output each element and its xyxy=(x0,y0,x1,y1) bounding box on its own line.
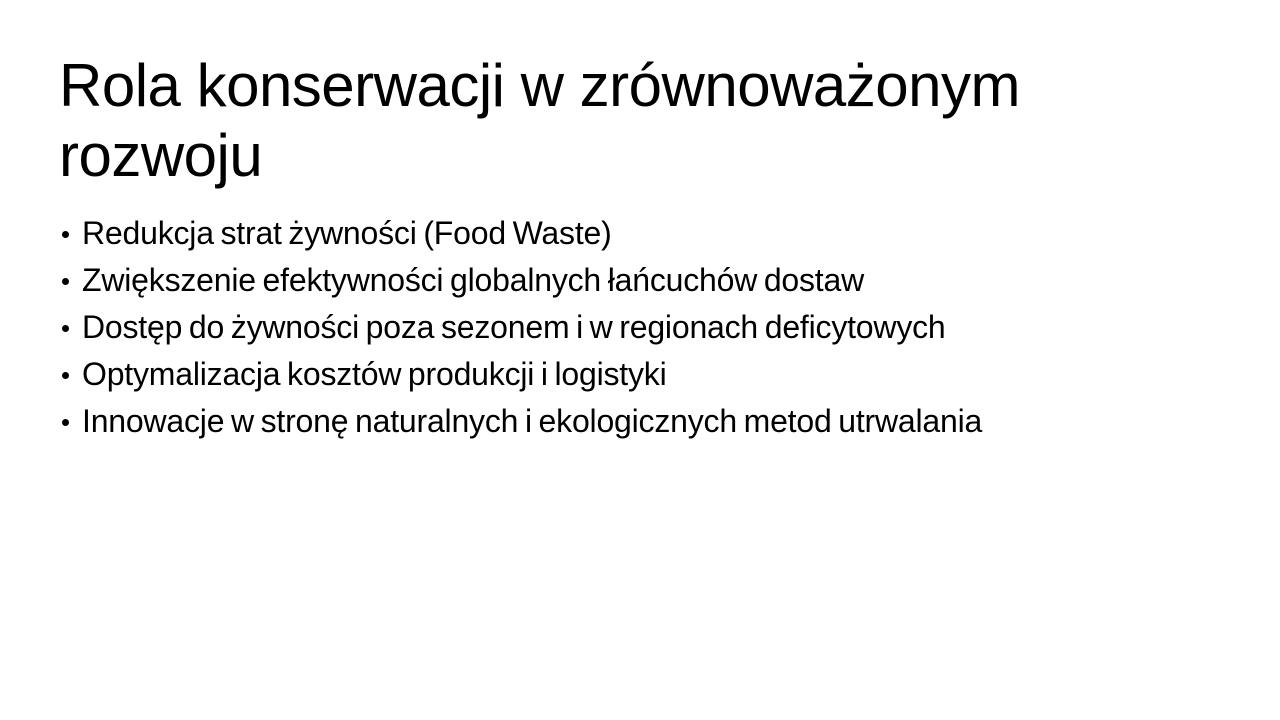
list-item xyxy=(59,398,982,445)
list-item xyxy=(59,304,982,351)
list-item xyxy=(59,257,982,304)
bullet-text: Innowacje w stronę naturalnych i ekologicznych metod utrwalania xyxy=(82,403,983,439)
bullet-list xyxy=(59,210,982,445)
bullet-icon xyxy=(62,231,69,238)
bullet-icon xyxy=(62,419,69,426)
list-item xyxy=(59,351,982,398)
bullet-icon xyxy=(62,372,69,379)
bullet-icon xyxy=(62,278,69,285)
list-item xyxy=(59,210,982,257)
bullet-text: Dostęp do żywności poza sezonem i w regionach deficytowych xyxy=(82,309,946,345)
bullet-text: Optymalizacja kosztów produkcji i logistyki xyxy=(82,356,667,392)
slide-title: Rola konserwacji w zrównoważonym rozwoju xyxy=(59,52,1021,189)
bullet-icon xyxy=(62,325,69,332)
bullet-text: Zwiększenie efektywności globalnych łańcuchów dostaw xyxy=(82,262,865,298)
bullet-text: Redukcja strat żywności (Food Waste) xyxy=(82,215,612,251)
